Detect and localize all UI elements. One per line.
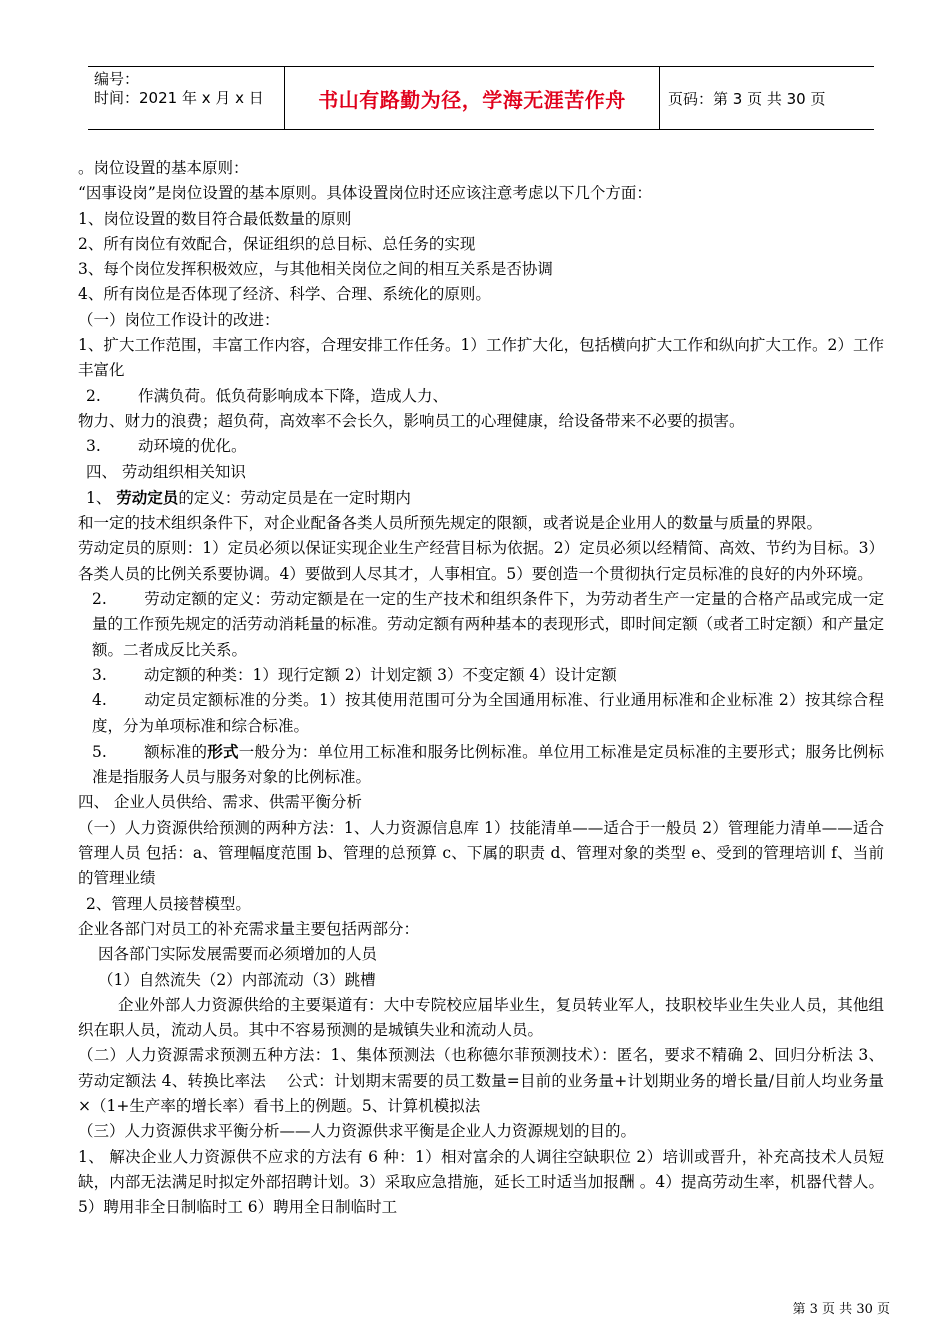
- motto: 书山有路勤为径，学海无涯苦作舟: [318, 87, 626, 112]
- list-text: 动定额的种类：1）现行定额 2）计划定额 3）不变定额 4）设计定额: [144, 665, 617, 684]
- paragraph: 劳动定员的原则：1）定员必须以保证实现企业生产经营目标为依据。2）定员必须以经精简、高效、节约为目标。3）各类人员的比例关系要协调。4）要做到人尽其才，人事相宜。5）要创造一个贯彻执行定员标准的良好的内外环境。: [78, 539, 884, 583]
- list-text: 额标准的: [144, 742, 208, 761]
- list-text: 劳动定额的定义：劳动定额是在一定的生产技术和组织条件下，为劳动者生产一定量的合格产品或完成一定量的工作预先规定的活劳动消耗量的标准。劳动定额有两种基本的表现形式，即时间定额（或者工时定额）和产量定额。二者成反比关系。: [92, 590, 884, 659]
- document-time: 时间：2021 年 x 月 x 日: [94, 89, 264, 107]
- list-text: 作满负荷。低负荷影响成本下降，造成人力、: [138, 386, 449, 405]
- list-item: [78, 688, 884, 739]
- section-heading: （一）岗位工作设计的改进：: [78, 310, 280, 329]
- list-number: 1、: [86, 488, 117, 507]
- list-text: 动定员定额标准的分类。1）按其使用范围可分为全国通用标准、行业通用标准和企业标准 2）按其综合程度，分为单项标准和综合标准。: [92, 691, 884, 735]
- list-item: 2、管理人员接替模型。: [86, 894, 251, 913]
- list-text: 动环境的优化。: [138, 437, 247, 456]
- document-body: [78, 156, 884, 1220]
- paragraph: 企业外部人力资源供给的主要渠道有：大中专院校应届毕业生，复员转业军人，技职校毕业生失业人员，其他组织在职人员，流动人员。其中不容易预测的是城镇失业和流动人员。: [78, 995, 884, 1040]
- list-number: 3.: [92, 665, 107, 684]
- list-item: （1）自然流失（2）内部流动（3）跳槽: [98, 970, 376, 989]
- list-item: 3、每个岗位发挥积极效应，与其他相关岗位之间的相互关系是否协调: [78, 260, 553, 279]
- list-number: 3.: [86, 437, 101, 456]
- list-item: 2、所有岗位有效配合，保证组织的总目标、总任务的实现: [78, 234, 476, 253]
- term-bold: 劳动定员: [116, 487, 179, 507]
- list-item: 4、所有岗位是否体现了经济、科学、合理、系统化的原则。: [78, 285, 491, 304]
- paragraph: 1、扩大工作范围，丰富工作内容，合理安排工作任务。1）工作扩大化，包括横向扩大工作和纵向扩大工作。2）工作丰富化: [78, 336, 884, 380]
- list-item: [78, 587, 884, 663]
- definition-text: 的定义：劳动定员是在一定时期内: [178, 488, 411, 507]
- paragraph: 和一定的技术组织条件下，对企业配备各类人员所预先规定的限额，或者说是企业用人的数量与质量的界限。: [78, 514, 823, 533]
- section-heading: 。岗位设置的基本原则：: [78, 159, 249, 177]
- paragraph: 企业各部门对员工的补充需求量主要包括两部分：: [78, 919, 420, 938]
- list-item: [78, 384, 884, 409]
- header-page-info: 页码：第 3 页 共 30 页: [668, 90, 826, 108]
- section-heading: 四、 劳动组织相关知识: [86, 462, 246, 481]
- list-number: 2.: [92, 590, 107, 609]
- list-number: 4.: [92, 691, 107, 710]
- list-item: 1、岗位设置的数目符合最低数量的原则: [78, 209, 352, 228]
- list-item: [78, 434, 884, 459]
- page-footer: 第 3 页 共 30 页: [792, 1302, 890, 1317]
- section-heading: （三）人力资源供求平衡分析——人力资源供求平衡是企业人力资源规划的目的。: [78, 1122, 637, 1141]
- term-bold: 形式: [207, 741, 239, 761]
- paragraph: 1、 解决企业人力资源供不应求的方法有 6 种：1）相对富余的人调往空缺职位 2）培训或晋升，补充高技术人员短缺，内部无法满足时拟定外部招聘计划。3）采取应急措施，延长工时适当加报酬 。4）提高劳动生率，机器代替人。5）聘用非全日制临时工 6）聘用全日制临时工: [78, 1147, 884, 1217]
- list-item: [78, 739, 884, 791]
- list-text: 一般分为：单位用工标准和服务比例标准。单位用工标准是定员标准的主要形式；服务比例标准是指服务人员与服务对象的比例标准。: [92, 742, 884, 787]
- definition-line: [78, 485, 884, 511]
- list-number: 2.: [86, 386, 101, 405]
- paragraph: 因各部门实际发展需要而必须增加的人员: [98, 945, 378, 964]
- document-number-label: 编号：: [94, 70, 140, 88]
- paragraph: “因事设岗”是岗位设置的基本原则。具体设置岗位时还应该注意考虑以下几个方面：: [78, 184, 652, 203]
- paragraph: （一）人力资源供给预测的两种方法：1、人力资源信息库 1）技能清单——适合于一般员 2）管理能力清单——适合管理人员 包括：a、管理幅度范围 b、管理的总预算 c、下属的职责 d、管理对象的类型 e、受到的管理培训 f、当前的管理业绩: [78, 818, 884, 888]
- page-header: [88, 66, 874, 130]
- paragraph: 物力、财力的浪费；超负荷，高效率不会长久，影响员工的心理健康，给设备带来不必要的损害。: [78, 411, 745, 430]
- section-heading: 四、 企业人员供给、需求、供需平衡分析: [78, 793, 362, 812]
- list-number: 5.: [92, 742, 107, 761]
- paragraph: （二）人力资源需求预测五种方法：1、集体预测法（也称德尔菲预测技术）：匿名，要求不精确 2、回归分析法 3、劳动定额法 4、转换比率法 公式：计划期末需要的员工数量=目前的业务量+计划期业务的增长量/目前人均业务量×（1+生产率的增长率）看书上的例题。5、计算机模拟法: [78, 1046, 884, 1115]
- header-motto-cell: [284, 66, 660, 130]
- list-item: [78, 663, 884, 688]
- header-meta: [94, 70, 280, 108]
- header-bottom-rule: [88, 129, 874, 130]
